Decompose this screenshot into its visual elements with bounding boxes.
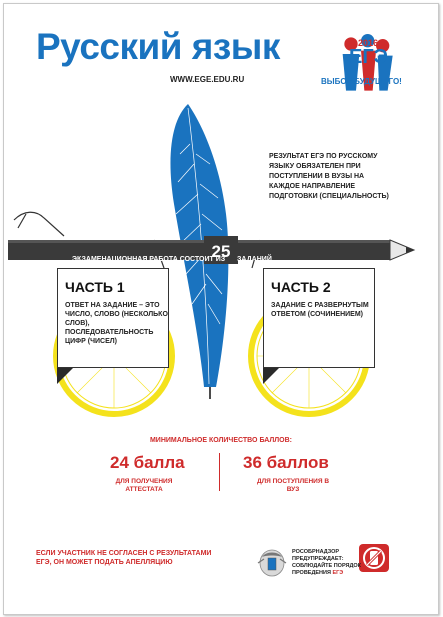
part-1-title: ЧАСТЬ 1 [65, 279, 125, 295]
right-score-caption: ДЛЯ ПОСТУПЛЕНИЯ В ВУЗ [256, 478, 330, 493]
part-2-card [263, 268, 375, 368]
rosobrnadzor-text: РОСОБРНАДЗОР ПРЕДУПРЕЖДАЕТ: СОБЛЮДАЙТЕ ПОРЯДОК ПРОВЕДЕНИЯ [292, 549, 361, 576]
part-2-text: ЗАДАНИЕ С РАЗВЕРНУТЫМ ОТВЕТОМ (СОЧИНЕНИЕМ) [271, 302, 369, 318]
ege-slogan: ВЫБОР БУДУЩЕГО! [321, 77, 402, 86]
appeal-note: ЕСЛИ УЧАСТНИК НЕ СОГЛАСЕН С РЕЗУЛЬТАТАМИ ЕГЭ, ОН МОЖЕТ ПОДАТЬ АПЕЛЛЯЦИЮ [36, 550, 212, 566]
left-score: 24 балла [110, 453, 185, 472]
poster-page [3, 3, 439, 615]
exam-text: ЭКЗАМЕНАЦИОННАЯ РАБОТА СОСТОИТ ИЗ [72, 256, 226, 263]
part-2-title: ЧАСТЬ 2 [271, 279, 331, 295]
result-note: РЕЗУЛЬТАТ ЕГЭ ПО РУССКОМУ ЯЗЫКУ ОБЯЗАТЕЛЕН ПРИ ПОСТУПЛЕНИИ В ВУЗЫ НА КАЖДОЕ НАПРАВЛЕНИЕ ПОДГОТОВКИ (СПЕЦИАЛЬНОСТЬ) [269, 153, 389, 200]
exam-task-count: 25 [211, 242, 231, 261]
exam-unit: ЗАДАНИЙ [237, 256, 272, 263]
rosobrnadzor-warning [292, 549, 367, 577]
minimum-score-title: МИНИМАЛЬНОЕ КОЛИЧЕСТВО БАЛЛОВ: [149, 437, 293, 444]
part-1-card [57, 268, 169, 368]
rosobrnadzor-emblem-icon [258, 550, 286, 576]
page-title: Русский язык [36, 26, 280, 67]
left-score-caption: ДЛЯ ПОЛУЧЕНИЯ АТТЕСТАТА [115, 478, 173, 493]
site-url[interactable]: WWW.EGE.EDU.RU [170, 75, 245, 84]
rosobrnadzor-ege: ЕГЭ [332, 570, 344, 576]
score-divider [219, 453, 220, 491]
right-score: 36 баллов [243, 453, 329, 472]
ege-mark: ЕГЭ [349, 46, 388, 68]
ege-year: 2016 [358, 38, 379, 48]
part-1-text: ОТВЕТ НА ЗАДАНИЕ – ЭТО ЧИСЛО, СЛОВО (НЕСКОЛЬКО СЛОВ), ПОСЛЕДОВАТЕЛЬНОСТЬ ЦИФР (ЧИСЕЛ) [65, 302, 168, 345]
